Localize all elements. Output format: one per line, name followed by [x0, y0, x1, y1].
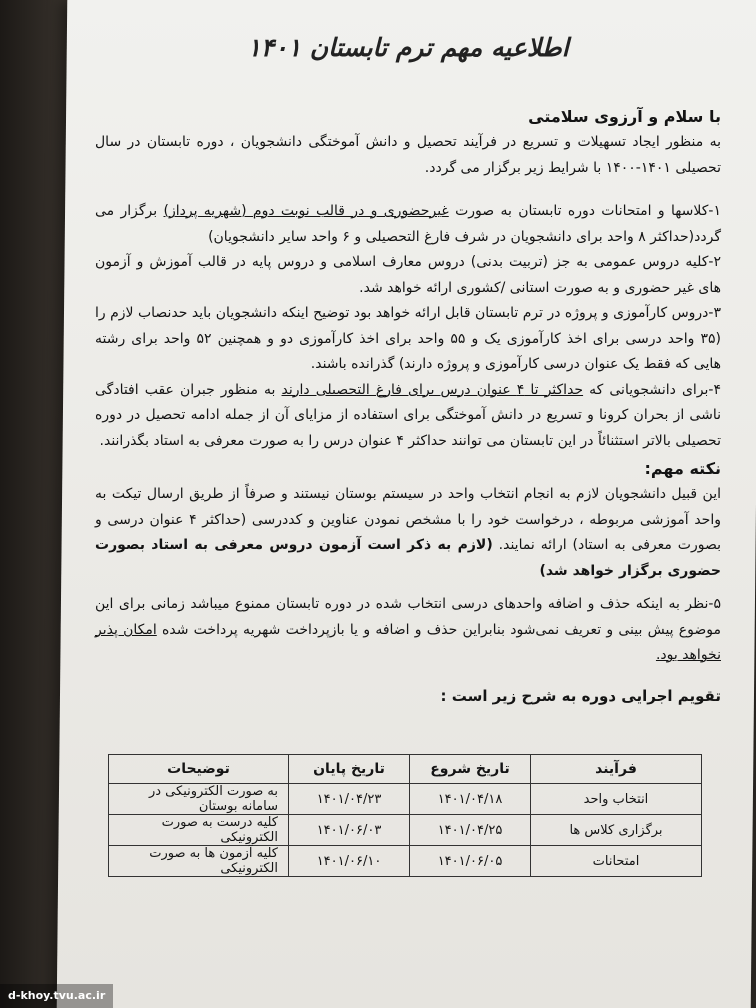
header-desc: توضیحات: [109, 755, 289, 784]
cell-process: امتحانات: [531, 846, 702, 877]
note-paragraph: [95, 482, 721, 584]
item-5: [95, 592, 721, 669]
cell-desc: کلیه آزمون ها به صورت الکترونیکی: [109, 846, 289, 877]
cell-end: ۱۴۰۱/۰۶/۰۳: [289, 815, 410, 846]
item-4-text: ۴-برای دانشجویانی که: [583, 381, 721, 398]
note-text: این قبیل دانشجویان لازم به انجام انتخاب واحد در سیستم بوستان نیستند و صرفاً از طریق ارسال تیکت به واحد آموزشی مربوطه ، درخواست خود را با مشخص نمودن عناوین و کددرسی (حداکثر ۴ عنوان درسی و بصورت معرفی به استاد) ارائه نمایند.: [95, 486, 722, 553]
item-5-text: ۵-نظر به اینکه حذف و اضافه واحدهای درسی انتخاب شده در دوره تابستان ممنوع میباشد زمانی برای این موضوع پیش بینی و تعریف نمی‌شود بنابراین حذف و اضافه و یا بازپرداخت شهریه پرداخت شده: [95, 596, 722, 638]
item-1-underlined: غیرحضوری و در قالب نوبت دوم (شهریه پرداز): [163, 203, 449, 219]
header-start: تاریخ شروع: [410, 755, 531, 784]
header-end: تاریخ پایان: [289, 755, 410, 784]
header-process: فرآیند: [531, 755, 702, 784]
document-title: اطلاعیه مهم ترم تابستان ۱۴۰۱: [247, 33, 569, 62]
item-1-rest: برگزار می گردد(حداکثر ۸ واحد برای دانشجویان در شرف فارغ التحصیلی و ۶ واحد سایر دانشجویان): [95, 203, 721, 245]
note-heading: نکته مهم:: [644, 459, 721, 478]
item-1: [95, 199, 721, 250]
cell-desc: به صورت الکترونیکی در سامانه بوستان: [109, 784, 289, 815]
item-4: [95, 378, 721, 455]
item-4-underlined: حداکثر تا ۴ عنوان درس برای فارغ التحصیلی دارند: [281, 381, 584, 398]
table-row: [109, 815, 702, 846]
table-row: [109, 784, 702, 815]
item-4-rest: به منظور جبران عقب افتادگی ناشی از بحران کرونا و تسریع در دانش آموختگی برای استفاده از مزایای آن از جمله ادامه تحصیل در دوره تحصیلی بالاتر استثنائاً در این تابستان می توانند حداکثر ۴ عنوان درس را به صورت معرفی به استاد بگذرانند.: [95, 381, 721, 449]
intro-paragraph: به منظور ایجاد تسهیلات و تسریع در فرآیند تحصیل و دانش آموختگی دانشجویان ، دوره تابستان در سال تحصیلی ۱۴۰۱-۱۴۰۰ با شرایط زیر برگزار می گردد.: [95, 134, 721, 176]
note-bold-text: (لازم به ذکر است آزمون دروس معرفی به استاد بصورت حضوری برگزار خواهد شد): [95, 537, 721, 579]
cell-process: برگزاری کلاس ها: [531, 815, 702, 846]
item-1-text: ۱-کلاسها و امتحانات دوره تابستان به صورت: [448, 203, 722, 219]
table-row: [109, 846, 702, 877]
item-3: ۳-دروس کارآموزی و پروژه در ترم تابستان قابل ارائه خواهد بود توضیح اینکه دانشجویان باید حدنصاب لازم را (۳۵ واحد درسی برای اخذ کارآموزی یک و ۵۵ واحد برای اخذ کارآموزی دو و همچنین ۵۲ واحد برای رشته هایی که فقط یک عنوان درسی کارآموزی و پروژه دارند) گذرانده باشند.: [95, 305, 721, 372]
greeting: با سلام و آرزوی سلامتی: [528, 107, 721, 126]
table-header-row: [109, 755, 702, 784]
cell-start: ۱۴۰۱/۰۴/۲۵: [410, 815, 531, 846]
calendar-title: تقویم اجرایی دوره به شرح زیر است :: [440, 686, 721, 705]
item-2: ۲-کلیه دروس عمومی به جز (تربیت بدنی) دروس معارف اسلامی و دروس پایه در قالب آموزش و آزمون های غیر حضوری و به صورت استانی /کشوری ارائه خواهد شد.: [95, 254, 721, 296]
cell-process: انتخاب واحد: [531, 784, 702, 815]
cell-end: ۱۴۰۱/۰۴/۲۳: [289, 784, 410, 815]
cell-start: ۱۴۰۱/۰۶/۰۵: [410, 846, 531, 877]
cell-end: ۱۴۰۱/۰۶/۱۰: [289, 846, 410, 877]
item-5-underlined: امکان پذیر نخواهد بود.: [95, 621, 721, 663]
cell-start: ۱۴۰۱/۰۴/۱۸: [410, 784, 531, 815]
cell-desc: کلیه درست به صورت الکترونیکی: [109, 815, 289, 846]
site-watermark: d-khoy.tvu.ac.ir: [0, 984, 113, 1008]
calendar-table: [108, 754, 702, 877]
